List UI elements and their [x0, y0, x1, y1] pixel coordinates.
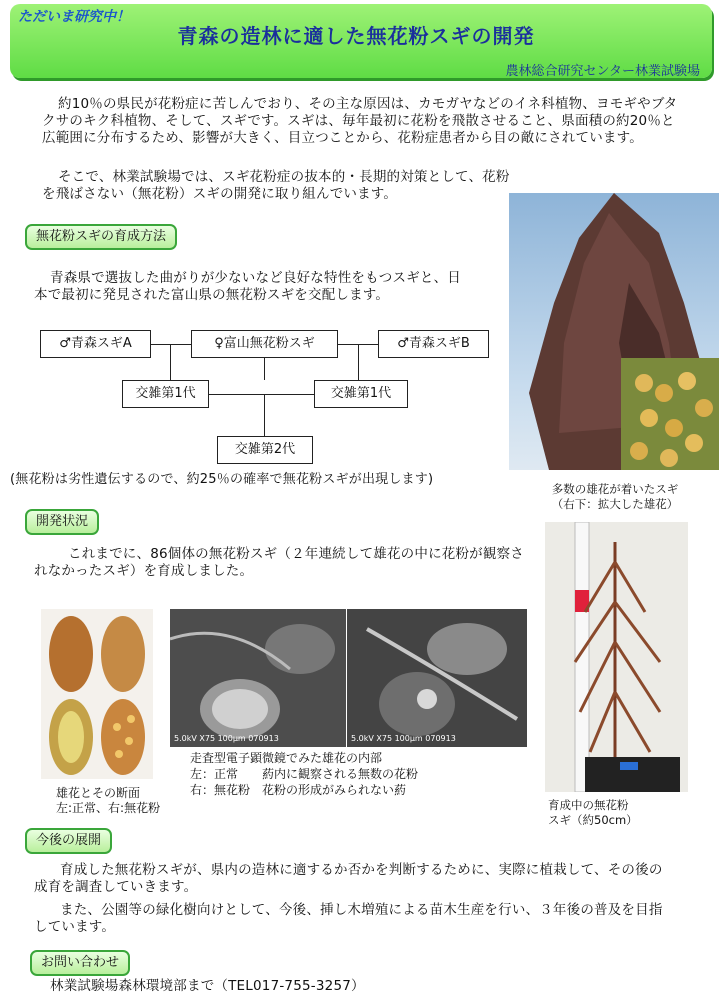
tree-photo-caption [520, 482, 710, 512]
breeding-method-text: 青森県で選抜した曲がりが少ないなど良好な特性をもつスギと、日本で最初に発見された富山県の無花粉スギを交配します。 [34, 270, 461, 303]
sapling-photo-caption [548, 798, 668, 828]
cedar-tree-image [509, 193, 719, 470]
tagline: ただいま研究中！ [18, 9, 130, 25]
connector-line [170, 344, 171, 380]
parent-male-a: ♂青森スギA [40, 330, 151, 358]
progress-text: これまでに、86個体の無花粉スギ（２年連続して雄花の中に花粉が観察されなかったスギ）を育成しました。 [34, 546, 524, 579]
connector-line [264, 358, 265, 380]
contact-text: 林業試験場森林環境部まで（TEL017-755-3257） [50, 978, 365, 994]
page-title: 青森の造林に適した無花粉スギの開発 [177, 24, 535, 48]
sapling-caption-line-2: スギ（約50cm） [548, 813, 638, 827]
sem-normal-image [170, 609, 346, 747]
intro-paragraph-2: そこで、林業試験場では、スギ花粉症の抜本的・長期的対策として、花粉を飛ばさない（無花粉）スギの開発に取り組んでいます。 [42, 169, 510, 202]
section-heading-progress: 開発状況 [25, 509, 99, 535]
male-cone-section-image [41, 609, 153, 779]
sem-pollenless-image [347, 609, 527, 747]
inheritance-note: (無花粉は劣性遺伝するので、約25％の確率で無花粉スギが出現します) [10, 472, 434, 487]
intro-paragraph-1: 約10％の県民が花粉症に苦しんでおり、その主な原因は、カモガヤなどのイネ科植物、ヨモギやブタクサのキク科植物、そして、スギです。スギは、毎年最初に花粉を飛散させること、県面積の約20％と広範囲に分布するため、影響が大きく、目立つことから、花粉症患者から目の敵にされています。 [42, 96, 678, 146]
sapling-caption-line-1: 育成中の無花粉 [548, 798, 629, 812]
section-heading-future: 今後の展開 [25, 828, 112, 854]
tree-caption-line-2: （右下：拡大した雄花） [551, 497, 679, 511]
male-cone-photo [41, 609, 153, 779]
section-heading-breeding-method: 無花粉スギの育成方法 [25, 224, 177, 250]
sapling-photo [545, 522, 688, 792]
parent-male-b: ♂青森スギB [378, 330, 489, 358]
sem-caption-line-1: 走査型電子顕微鏡でみた雄花の内部 [190, 751, 383, 765]
organization-name: 農林総合研究センター林業試験場 [505, 64, 700, 79]
cone-caption-line-1: 雄花とその断面 [56, 786, 141, 800]
parent-female: ♀富山無花粉スギ [191, 330, 338, 358]
first-generation-left: 交雑第1代 [122, 380, 209, 408]
connector-line [207, 394, 314, 395]
connector-line [264, 394, 265, 438]
future-paragraph-1: 育成した無花粉スギが、県内の造林に適するか否かを判断するために、実際に植栽して、その後の成育を調査していきます。 [34, 862, 663, 895]
sem-scale-label: 5.0kV X75 100μm 070913 [351, 734, 456, 743]
second-generation: 交雑第2代 [217, 436, 313, 464]
sem-photo-pollenless [347, 609, 527, 747]
pollenless-sapling-image [545, 522, 688, 792]
sem-photo-normal [170, 609, 346, 747]
future-paragraph-2: また、公園等の緑化樹向けとして、今後、挿し木増殖による苗木生産を行い、３年後の普及を目指しています。 [34, 902, 663, 935]
sem-caption [190, 750, 418, 798]
section-heading-contact: お問い合わせ [30, 950, 130, 976]
crossing-diagram [40, 330, 500, 466]
cone-photo-caption [56, 786, 160, 816]
sem-caption-line-2: 左：正常 葯内に観察される無数の花粉 [190, 767, 419, 781]
tree-photo [509, 193, 719, 470]
sem-caption-line-3: 右：無花粉 花粉の形成がみられない葯 [190, 783, 407, 797]
connector-line [336, 344, 378, 345]
cone-caption-line-2: 左:正常、右:無花粉 [56, 801, 161, 815]
connector-line [358, 344, 359, 380]
tree-caption-line-1: 多数の雄花が着いたスギ [551, 482, 679, 496]
sem-scale-label: 5.0kV X75 100μm 070913 [174, 734, 279, 743]
first-generation-right: 交雑第1代 [314, 380, 408, 408]
